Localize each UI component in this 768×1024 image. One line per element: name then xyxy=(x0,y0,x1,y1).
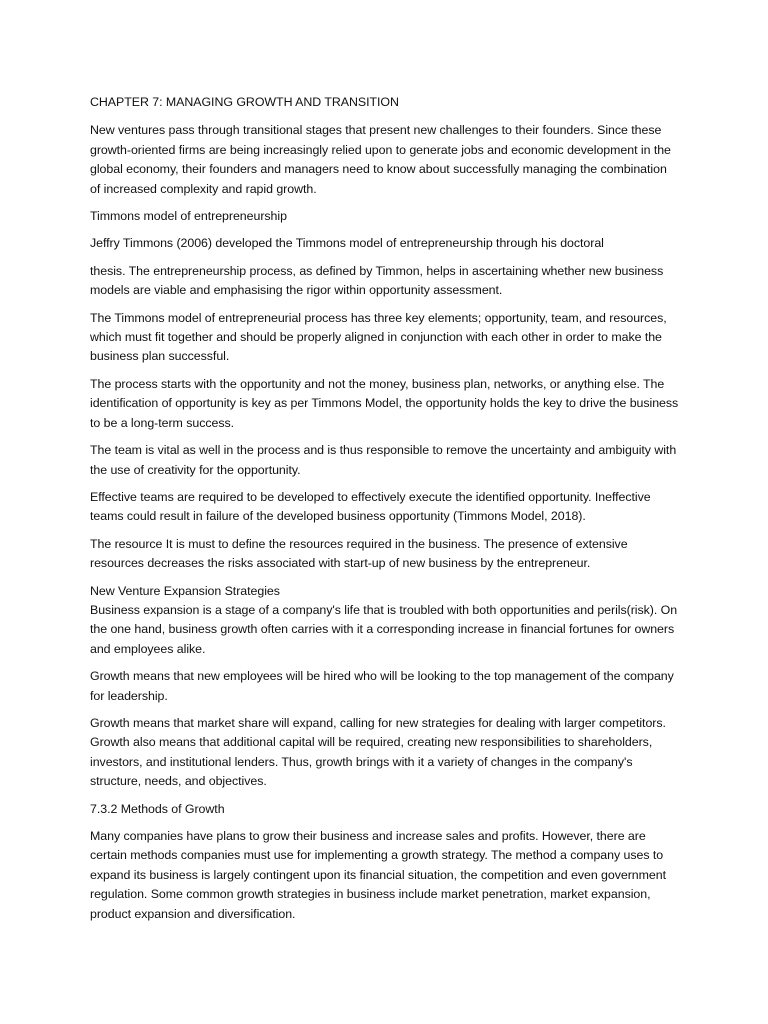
section-heading-methods: 7.3.2 Methods of Growth xyxy=(90,801,225,816)
paragraph-effective-teams: Effective teams are required to be developed to effectively execute the identified opportunity. Ineffective teams could result in failure of the developed business opportunity (Timmons Model, 2018). xyxy=(90,489,651,524)
paragraph-growth-employees: Growth means that new employees will be hired who will be looking to the top management of the company for leadership. xyxy=(90,669,674,703)
paragraph-business-expansion: Business expansion is a stage of a company's life that is troubled with both opportunities and perils(risk). On the one hand, business growth often carries with it a corresponding increase in financial fortunes for owners and employees alike. xyxy=(90,602,678,656)
paragraph-opportunity: The process starts with the opportunity and not the money, business plan, networks, or anything else. The identification of opportunity is key as per Timmons Model, the opportunity holds the key to drive the business to be a long-term success. xyxy=(90,376,679,430)
paragraph-timmons-intro: Jeffry Timmons (2006) developed the Timmons model of entrepreneurship through his doctoral xyxy=(90,236,604,251)
paragraph-resource: The resource It is must to define the resources required in the business. The presence of extensive resources decreases the risks associated with start-up of new business by the entrepreneur. xyxy=(90,536,628,571)
section-heading-expansion: New Venture Expansion Strategies xyxy=(90,583,280,598)
paragraph-growth-market: Growth means that market share will expand, calling for new strategies for dealing with larger competitors. Growth also means that additional capital will be required, creating new responsibilities to shareholders, investors, and institutional lenders. Thus, growth brings with it a variety of changes in the company's structure, needs, and objectives. xyxy=(90,715,666,789)
paragraph-thesis: thesis. The entrepreneurship process, as defined by Timmon, helps in ascertaining whether new business models are viable and emphasising the rigor within opportunity assessment. xyxy=(90,263,664,298)
section-heading-timmons: Timmons model of entrepreneurship xyxy=(90,209,287,224)
paragraph-team: The team is vital as well in the process and is thus responsible to remove the uncertainty and ambiguity with the use of creativity for the opportunity. xyxy=(90,443,677,477)
chapter-title: CHAPTER 7: MANAGING GROWTH AND TRANSITION xyxy=(90,95,399,109)
intro-paragraph: New ventures pass through transitional stages that present new challenges to their founders. Since these growth-oriented firms are being increasingly relied upon to generate jobs and economic development in the global economy, their founders and managers need to know about successfully managing the combination of increased complexity and rapid growth. xyxy=(90,123,671,196)
paragraph-key-elements: The Timmons model of entrepreneurial process has three key elements; opportunity, team, and resources, which must fit together and should be properly aligned in conjunction with each other in order to make the business plan successful. xyxy=(90,310,667,364)
paragraph-methods: Many companies have plans to grow their business and increase sales and profits. However, there are certain methods companies must use for implementing a growth strategy. The method a company uses to expand its business is largely contingent upon its financial situation, the competition and even government regulation. Some common growth strategies in business include market penetration, market expansion, product expansion and diversification. xyxy=(90,829,666,921)
document-page xyxy=(90,93,680,932)
